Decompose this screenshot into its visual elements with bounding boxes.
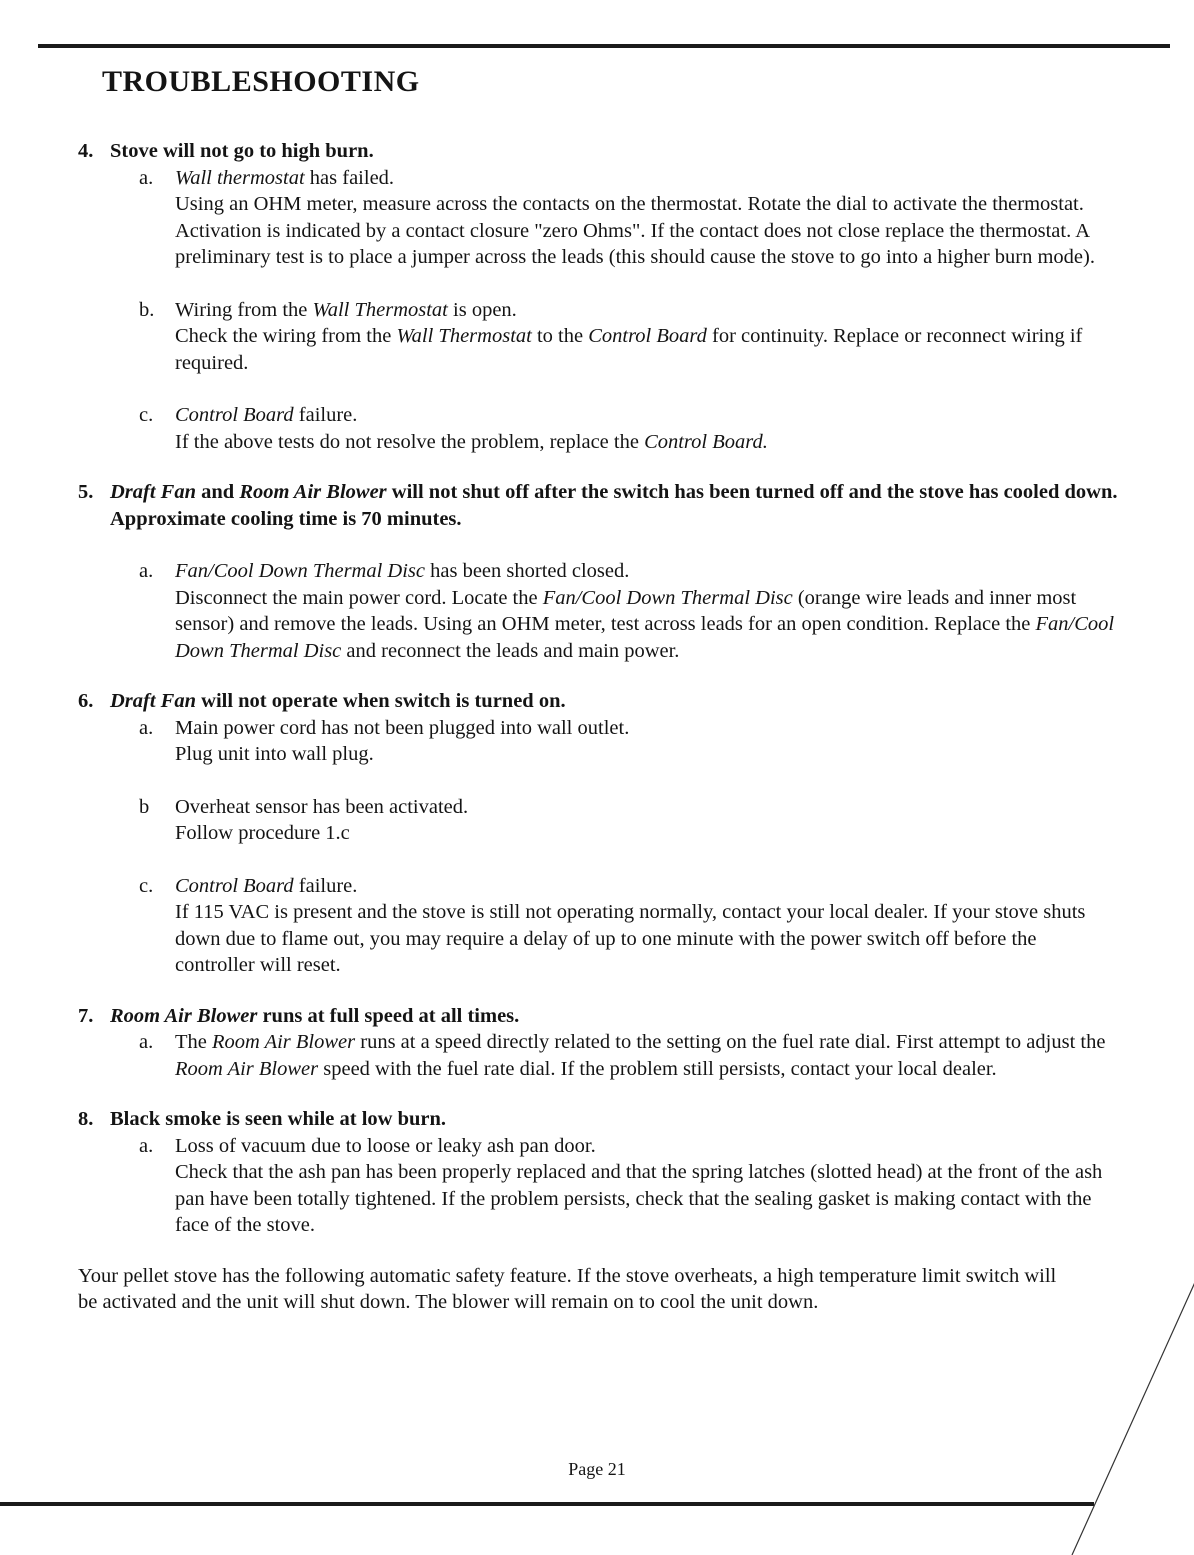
item-letter: a. [139, 1134, 154, 1157]
section-4-heading: 4. Stove will not go to high burn. [78, 138, 1118, 165]
item-body: Disconnect the main power cord. Locate the Fan/Cool Down Thermal Disc (orange wire leads and inner most sensor) and remove the leads. Using an OHM meter, test across leads for an open condition. Replace the Fan/Cool Down Thermal Disc and reconnect the leads and main power. [175, 586, 1115, 662]
top-rule [38, 44, 1170, 48]
item-letter: c. [139, 404, 154, 426]
item-letter: a. [139, 560, 154, 582]
item-text: The Room Air Blower runs at a speed directly related to the setting on the fuel rate dial. First attempt to adjust the Room Air Blower speed with the fuel rate dial. If the problem still persists, contact your local dealer. [175, 1031, 1106, 1080]
item-title: Control Board failure. [175, 404, 358, 426]
item-title: Wall thermostat has failed. [175, 166, 395, 189]
page-number: Page 21 [568, 1459, 626, 1479]
item-letter: a. [139, 166, 154, 189]
safety-summary: Your pellet stove has the following automatic safety feature. If the stove overheats, a high temperature limit switch will be activated and the unit will shut down. The blower will remain on to cool the unit down. [78, 1264, 1057, 1313]
section-number: 7. [78, 1004, 94, 1027]
troubleshooting-list [78, 138, 1118, 1316]
section-number: 8. [78, 1108, 94, 1130]
scan-edge-line [1060, 1280, 1194, 1555]
section-6 [78, 688, 1118, 979]
section-7 [78, 1003, 1118, 1083]
item-6b [139, 794, 1118, 847]
section-5-heading: 5. Draft Fan and Room Air Blower will not shut off after the switch has been turned off and the stove has cooled down. Approximate cooling time is 70 minutes. [78, 481, 1118, 530]
section-7-heading: 7. Room Air Blower runs at full speed at all times. [78, 1003, 1118, 1030]
item-title: Fan/Cool Down Thermal Disc has been shorted closed. [175, 560, 630, 582]
item-6a [139, 715, 1118, 768]
item-letter: a. [139, 716, 154, 739]
item-body: If 115 VAC is present and the stove is still not operating normally, contact your local dealer. If your stove shuts down due to flame out, you may require a delay of up to one minute with the power switch off before the controller will reset. [175, 901, 1086, 976]
item-title: Loss of vacuum due to loose or leaky ash pan door. [175, 1134, 596, 1157]
item-title: Main power cord has not been plugged into wall outlet. [175, 716, 630, 739]
item-title: Wiring from the Wall Thermostat is open. [175, 298, 517, 321]
item-body: Check that the ash pan has been properly replaced and that the spring latches (slotted head) at the front of the ash pan have been totally tightened. If the problem persists, check that the sealing gasket is making contact with the face of the stove. [175, 1161, 1103, 1236]
item-body: Check the wiring from the Wall Thermostat to the Control Board for continuity. Replace or reconnect wiring if required. [175, 325, 1083, 374]
section-number: 5. [78, 481, 94, 503]
item-letter: c. [139, 874, 154, 897]
section-number: 6. [78, 690, 94, 712]
item-body: Plug unit into wall plug. [175, 743, 374, 765]
section-6-heading: 6. Draft Fan will not operate when switch is turned on. [78, 688, 1118, 715]
item-letter: a. [139, 1031, 154, 1053]
section-number: 4. [78, 140, 94, 162]
item-4a [139, 165, 1118, 271]
page-title: TROUBLESHOOTING [102, 65, 420, 98]
section-4 [78, 138, 1118, 455]
section-8 [78, 1106, 1118, 1239]
item-body: Follow procedure 1.c [175, 822, 350, 844]
item-title: Control Board failure. [175, 874, 358, 897]
item-4b [139, 297, 1118, 377]
item-4c [139, 402, 1118, 455]
item-body: If the above tests do not resolve the problem, replace the Control Board. [175, 430, 768, 453]
item-6c [139, 873, 1118, 979]
item-title: Overheat sensor has been activated. [175, 795, 469, 818]
item-letter: b. [139, 298, 155, 321]
item-letter: b [139, 795, 150, 818]
item-8a [139, 1133, 1118, 1239]
bottom-rule [0, 1502, 1094, 1506]
item-5a [139, 558, 1118, 664]
section-5 [78, 479, 1118, 664]
section-8-heading: 8. Black smoke is seen while at low burn. [78, 1106, 1118, 1133]
item-7a [139, 1029, 1118, 1082]
item-body: Using an OHM meter, measure across the contacts on the thermostat. Rotate the dial to activate the thermostat. Activation is indicated by a contact closure "zero Ohms". If the contact does not close replace the thermostat. A preliminary test is to place a jumper across the leads (this should cause the stove to go into a higher burn mode). [175, 193, 1095, 268]
